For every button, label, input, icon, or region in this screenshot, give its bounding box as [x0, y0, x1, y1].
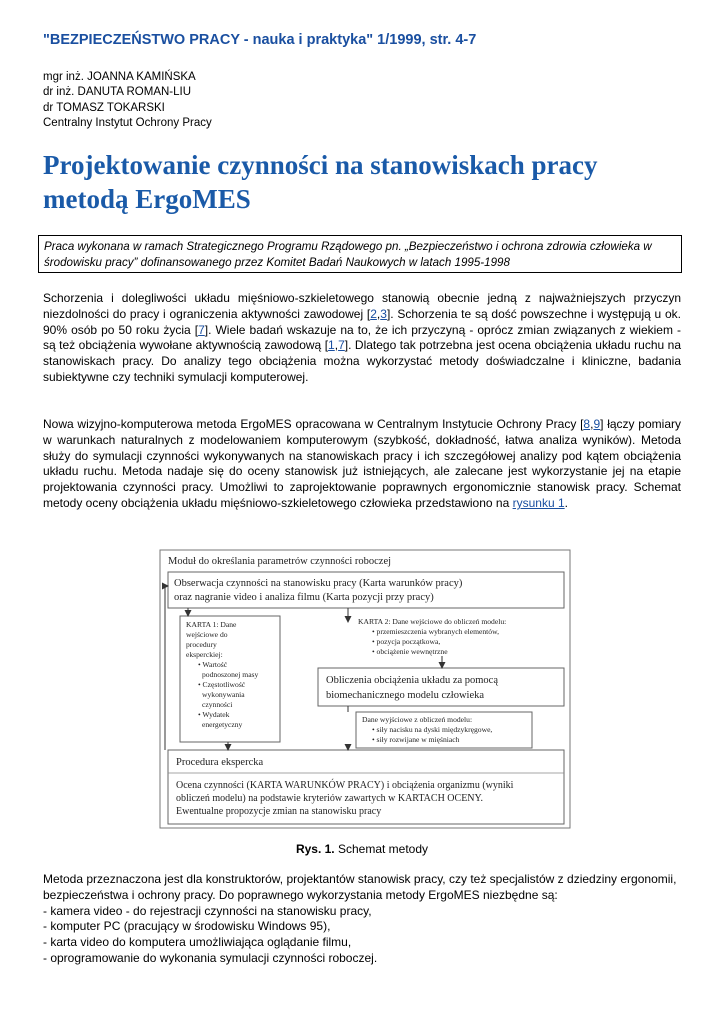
karta1-line: podnoszonej masy: [202, 670, 259, 679]
karta1-line: • Częstotliwość: [198, 680, 246, 689]
caption-text: Schemat metody: [334, 842, 429, 856]
output-item: • siły rozwijane w mięśniach: [372, 735, 460, 744]
title-line-2: metodą ErgoMES: [43, 184, 251, 214]
paragraph-3: [43, 872, 681, 967]
module-title: Moduł do określania parametrów czynności roboczej: [168, 556, 392, 567]
author-3: dr TOMASZ TOKARSKI: [43, 101, 165, 114]
karta1-line: KARTA 1: Dane: [186, 620, 237, 629]
journal-header: "BEZPIECZEŃSTWO PRACY - nauka i praktyka" 1/1999, str. 4-7: [43, 32, 477, 48]
list-item: - oprogramowanie do wykonania symulacji czynności roboczej.: [43, 950, 378, 965]
output-item: • siły nacisku na dyski międzykręgowe,: [372, 725, 493, 734]
figure-link[interactable]: rysunku 1: [512, 495, 565, 510]
paragraph-3-intro: Metoda przeznaczona jest dla konstruktorów, projektantów stanowisk pracy, czy też specjalistów z dziedziny ergonomii, bezpieczeństwa i ochrony pracy. Do poprawnego wykorzystania metody ErgoMES niezbędne są:: [43, 872, 677, 902]
funding-note: Praca wykonana w ramach Strategicznego Programu Rządowego pn. „Bezpieczeństwo i ochrona zdrowia człowieka w środowisku pracy” dofinansowanego przez Komitet Badań Naukowych w latach 1995-1998: [38, 235, 682, 273]
expert-line-2: obliczeń modelu) na podstawie kryteriów zawartych w KARTACH OCENY.: [176, 793, 483, 804]
requirements-list: [43, 904, 681, 967]
list-item: - komputer PC (pracujący w środowisku Windows 95),: [43, 919, 331, 934]
expert-title: Procedura ekspercka: [176, 757, 264, 768]
authors-block: [43, 70, 212, 131]
method-diagram: [158, 548, 572, 830]
karta1-line: procedury: [186, 640, 217, 649]
figure-caption: [0, 842, 724, 856]
karta2-item: • obciążenie wewnętrzne: [372, 647, 448, 656]
ref-link-7[interactable]: 7: [198, 322, 205, 337]
ref-link-1[interactable]: 1: [328, 338, 335, 353]
karta2-title: KARTA 2: Dane wejściowe do obliczeń modelu:: [358, 617, 507, 626]
karta1-line: • Wartość: [198, 660, 228, 669]
expert-line-3: Ewentualne propozycje zmian na stanowisku pracy: [176, 806, 382, 817]
observation-line-1: Obserwacja czynności na stanowisku pracy (Karta warunków pracy): [174, 578, 463, 589]
title-line-1: Projektowanie czynności na stanowiskach pracy: [43, 150, 598, 180]
ref-link-2[interactable]: 2: [370, 306, 377, 321]
caption-label: Rys. 1.: [295, 842, 335, 856]
feedback-arrow: [165, 586, 168, 750]
list-item: - karta video do komputera umożliwiająca oglądanie filmu,: [43, 935, 352, 950]
ref-link-9[interactable]: 9: [593, 417, 601, 431]
karta1-line: energetyczny: [202, 720, 243, 729]
expert-line-1: Ocena czynności (KARTA WARUNKÓW PRACY) i obciążenia organizmu (wyniki: [176, 780, 514, 791]
karta1-line: wejściowe do: [186, 630, 228, 639]
article-title: [43, 148, 683, 216]
list-item: - kamera video - do rejestracji czynności na stanowisku pracy,: [43, 903, 372, 918]
karta1-line: czynności: [202, 700, 233, 709]
author-2: dr inż. DANUTA ROMAN-LIU: [43, 86, 192, 99]
karta1-line: eksperckiej:: [186, 650, 223, 659]
karta2-item: • pozycja początkowa,: [372, 637, 441, 646]
ref-link-3[interactable]: 3: [380, 306, 387, 321]
calc-line-1: Obliczenia obciążenia układu za pomocą: [326, 675, 498, 686]
ref-link-8[interactable]: 8: [583, 417, 591, 431]
paragraph-1: Schorzenia i dolegliwości układu mięśniowo-szkieletowego stanowią obecnie jedną z najważniejszych przyczyn niezdolności do pracy i ograniczenia aktywności zawodowej [2,3]. Schorzenia te są dość powszechne i występują u ok. 90% osób po 50 roku życia [7]. Wiele badań wskazuje na to, że ich przyczyną - oprócz zmian związanych z wiekiem - są też obciążenia wywołane aktywnością zawodową [1,7]. Dlatego tak potrzebna jest ocena obciążenia układu ruchu na stanowiskach pracy. Do analizy tego obciążenia można wykorzystać metody doświadczalne i kliniczne, badania subiektywne czy techniki symulacji komputerowej.: [43, 291, 682, 384]
affiliation: Centralny Instytut Ochrony Pracy: [43, 116, 212, 129]
karta1-line: • Wydatek: [198, 710, 230, 719]
karta2-item: • przemieszczenia wybranych elementów,: [372, 627, 499, 636]
karta1-line: wykonywania: [202, 690, 245, 699]
paragraph-2: Nowa wizyjno-komputerowa metoda ErgoMES opracowana w Centralnym Instytucie Ochrony Pracy [8,9] łączy pomiary w warunkach naturalnych z modelowaniem komputerowym (szybkość, dokładność, łatwa analiza wyników). Metoda służy do symulacji czynności wykonywanych na stanowiskach pracy i ich szczegółowej analizy pod kątem obciążenia układu ruchu. Metoda nadaje się do oceny stanowisk już istniejących, ale zalecane jest wykorzystanie jej na etapie projektowania czynności pracy. Umożliwi to zaprojektowanie poprawnych ergonomicznie stanowisk pracy. Schemat metody oceny obciążenia układu mięśniowo-szkieletowego człowieka przedstawiono na rysunku 1.: [43, 417, 681, 510]
author-1: mgr inż. JOANNA KAMIŃSKA: [43, 71, 196, 83]
observation-line-2: oraz nagranie video i analiza filmu (Karta pozycji przy pracy): [174, 592, 434, 603]
calc-line-2: biomechanicznego modelu człowieka: [326, 690, 485, 701]
output-title: Dane wyjściowe z obliczeń modelu:: [362, 715, 473, 724]
ref-link-7b[interactable]: 7: [338, 338, 345, 353]
